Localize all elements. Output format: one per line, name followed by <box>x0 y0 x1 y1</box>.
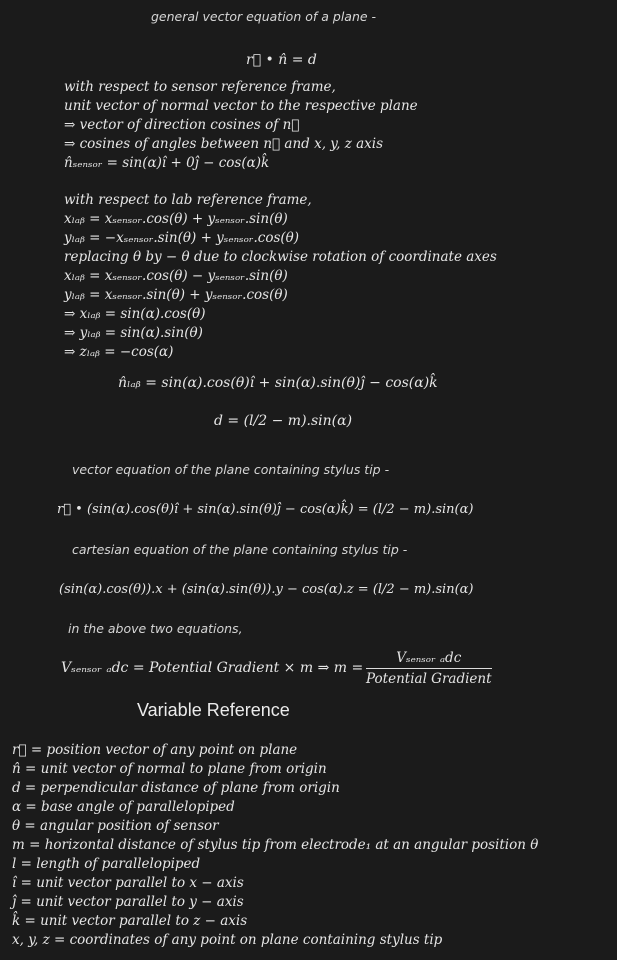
normal-lab-equation: n̂ₗₐᵦ = sin(α).cos(θ)î + sin(α).sin(θ)ĵ − cos(α)k̂ <box>118 375 438 391</box>
fraction-numerator: Vₛₑₙₛₒᵣ ₐdc <box>366 648 492 669</box>
variable-definition-line: d = perpendicular distance of plane from origin <box>12 780 340 796</box>
variable-definition-line: m = horizontal distance of stylus tip from electrode₁ at an angular position θ <box>12 837 539 853</box>
vector-equation-note: vector equation of the plane containing stylus tip - <box>72 462 390 477</box>
variable-definition-line: r⃗ = position vector of any point on plane <box>12 742 298 758</box>
lab-frame-line: ⇒ xₗₐᵦ = sin(α).cos(θ) <box>64 306 206 322</box>
page-title: general vector equation of a plane - <box>151 9 377 24</box>
sensor-frame-line: with respect to sensor reference frame, <box>64 79 336 95</box>
sensor-frame-line: n̂ₛₑₙₛₒᵣ = sin(α)î + 0ĵ − cos(α)k̂ <box>64 155 270 171</box>
lab-frame-line: replacing θ by − θ due to clockwise rotation of coordinate axes <box>64 249 497 265</box>
variable-definition-line: x, y, z = coordinates of any point on plane containing stylus tip <box>12 932 443 948</box>
variable-list <box>12 741 538 950</box>
variable-definition-line: k̂ = unit vector parallel to z − axis <box>12 913 248 929</box>
lab-frame-line: xₗₐᵦ = xₛₑₙₛₒᵣ.cos(θ) + yₛₑₙₛₒᵣ.sin(θ) <box>64 211 288 227</box>
variable-definition-line: α = base angle of parallelopiped <box>12 799 235 815</box>
gradient-equation: Vₛₑₙₛₒᵣ ₐdc = Potential Gradient × m ⇒ m = <box>61 660 364 676</box>
lab-frame-block <box>64 191 497 362</box>
sensor-frame-line: ⇒ vector of direction cosines of n⃗ <box>64 117 300 133</box>
fraction-denominator: Potential Gradient <box>366 671 492 687</box>
sensor-frame-line: ⇒ cosines of angles between n⃗ and x, y, z axis <box>64 136 384 152</box>
variable-definition-line: ĵ = unit vector parallel to y − axis <box>12 894 244 910</box>
variable-reference-heading: Variable Reference <box>137 700 290 720</box>
equations-note: in the above two equations, <box>68 621 243 636</box>
cartesian-equation: (sin(α).cos(θ)).x + (sin(α).sin(θ)).y − cos(α).z = (l/2 − m).sin(α) <box>59 582 474 597</box>
lab-frame-line: xₗₐᵦ = xₛₑₙₛₒᵣ.cos(θ) − yₛₑₙₛₒᵣ.sin(θ) <box>64 268 288 284</box>
sensor-frame-block <box>64 78 418 173</box>
distance-equation: d = (l/2 − m).sin(α) <box>214 413 353 429</box>
variable-definition-line: l = length of parallelopiped <box>12 856 201 872</box>
lab-frame-line: ⇒ zₗₐᵦ = −cos(α) <box>64 344 174 360</box>
vector-equation: r⃗ • (sin(α).cos(θ)î + sin(α).sin(θ)ĵ − cos(α)k̂) = (l/2 − m).sin(α) <box>57 502 474 517</box>
gradient-fraction <box>366 648 492 689</box>
variable-definition-line: θ = angular position of sensor <box>12 818 219 834</box>
variable-definition-line: î = unit vector parallel to x − axis <box>12 875 244 891</box>
lab-frame-line: with respect to lab reference frame, <box>64 192 312 208</box>
cartesian-equation-note: cartesian equation of the plane containing stylus tip - <box>72 542 408 557</box>
lab-frame-line: yₗₐᵦ = xₛₑₙₛₒᵣ.sin(θ) + yₛₑₙₛₒᵣ.cos(θ) <box>64 287 288 303</box>
lab-frame-line: ⇒ yₗₐᵦ = sin(α).sin(θ) <box>64 325 203 341</box>
lab-frame-line: yₗₐᵦ = −xₛₑₙₛₒᵣ.sin(θ) + yₛₑₙₛₒᵣ.cos(θ) <box>64 230 300 246</box>
plane-equation: r⃗ • n̂ = d <box>246 52 317 68</box>
sensor-frame-line: unit vector of normal vector to the respective plane <box>64 98 418 114</box>
variable-definition-line: n̂ = unit vector of normal to plane from origin <box>12 761 327 777</box>
